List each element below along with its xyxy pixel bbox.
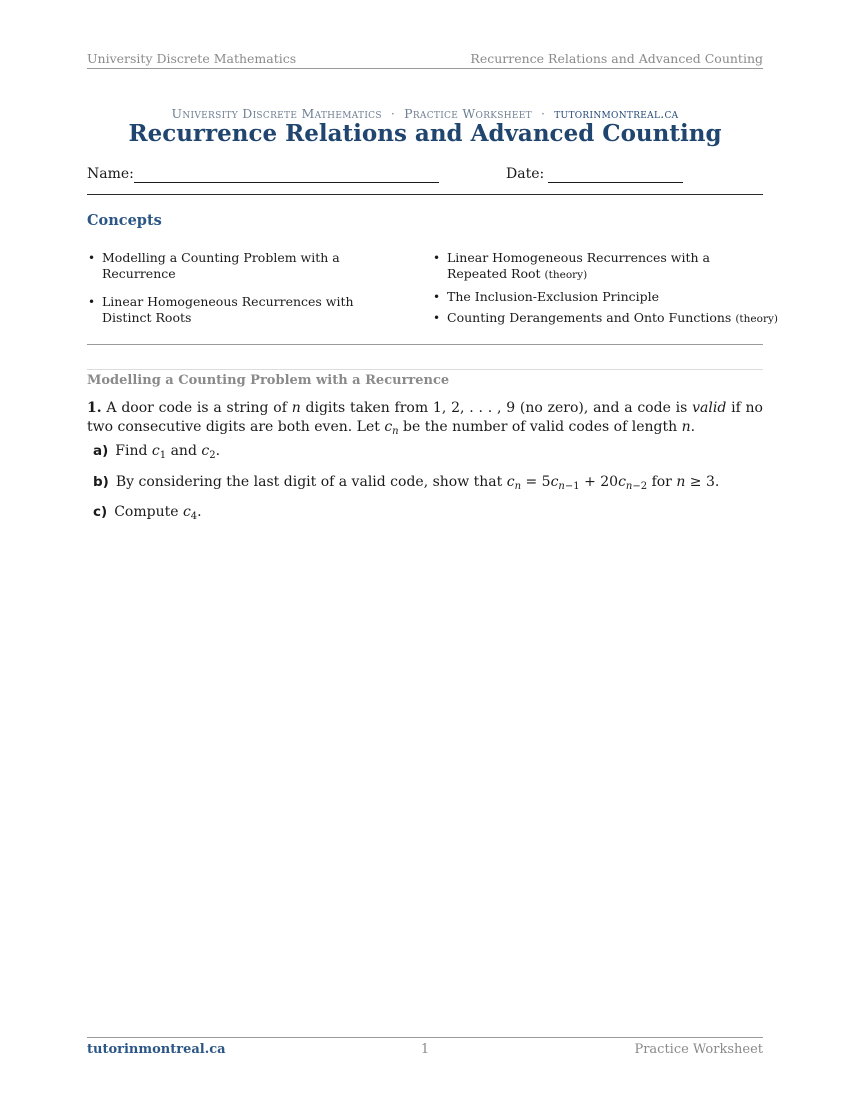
date-field[interactable] [548,182,683,183]
section-divider [87,369,763,370]
footer-divider [87,1037,763,1038]
concept-label: Linear Homogeneous Recurrences with Distinct Roots [102,294,354,325]
date-label: Date: [506,166,545,182]
problem-number: 1. [87,400,102,416]
problem-part-c: c) Compute $c_4$. [93,504,202,522]
running-header-right: Recurrence Relations and Advanced Counting [470,51,763,66]
concept-item [87,294,392,326]
kicker-course: University Discrete Mathematics [171,106,382,121]
section-heading: Modelling a Counting Problem with a Recurrence [87,373,450,388]
student-fields [87,166,763,186]
problem-part-a: a) Find $c_1$ and $c_2$. [93,443,221,461]
concept-label: Counting Derangements and Onto Functions [447,310,732,325]
kicker-type: Practice Worksheet [404,106,532,121]
concept-tag: (theory) [735,313,778,325]
footer-label: Practice Worksheet [634,1042,763,1057]
part-label: c) [93,504,108,520]
page-number: 1 [420,1042,430,1057]
concept-label: The Inclusion-Exclusion Principle [447,289,660,304]
part-label: b) [93,474,109,490]
concept-item [432,250,762,283]
name-field[interactable] [134,182,439,183]
concept-item [432,310,778,327]
concept-label: Modelling a Counting Problem with a Recurrence [102,250,340,281]
kicker-separator: · [390,106,396,121]
concept-item [87,250,417,282]
running-header [87,50,763,69]
concepts-divider [87,344,763,345]
kicker-separator: · [540,106,546,121]
footer-site: tutorinmontreal.ca [87,1042,226,1057]
header-divider [87,194,763,195]
page-title: Recurrence Relations and Advanced Counting [128,120,722,147]
running-header-left: University Discrete Mathematics [87,51,297,66]
name-label: Name: [87,166,134,182]
kicker-line [87,106,763,121]
problem-part-b: b) By considering the last digit of a valid code, show that $c_n = 5c_{n-1} + 20c_{n-2}$ for n ≥ 3. [93,474,720,492]
part-label: a) [93,443,109,459]
kicker-site: tutorinmontreal.ca [554,106,679,121]
concepts-heading: Concepts [87,212,162,229]
concept-label: Linear Homogeneous Recurrences with a Repeated Root [447,250,711,281]
concept-item [432,289,762,305]
problem-statement: 1. A door code is a string of n digits taken from 1, 2, . . . , 9 (no zero), and a code is valid if no two consecutive digits are both even. Let $c_n$ be the number of valid codes of length n. [87,400,763,437]
concept-tag: (theory) [544,269,588,281]
